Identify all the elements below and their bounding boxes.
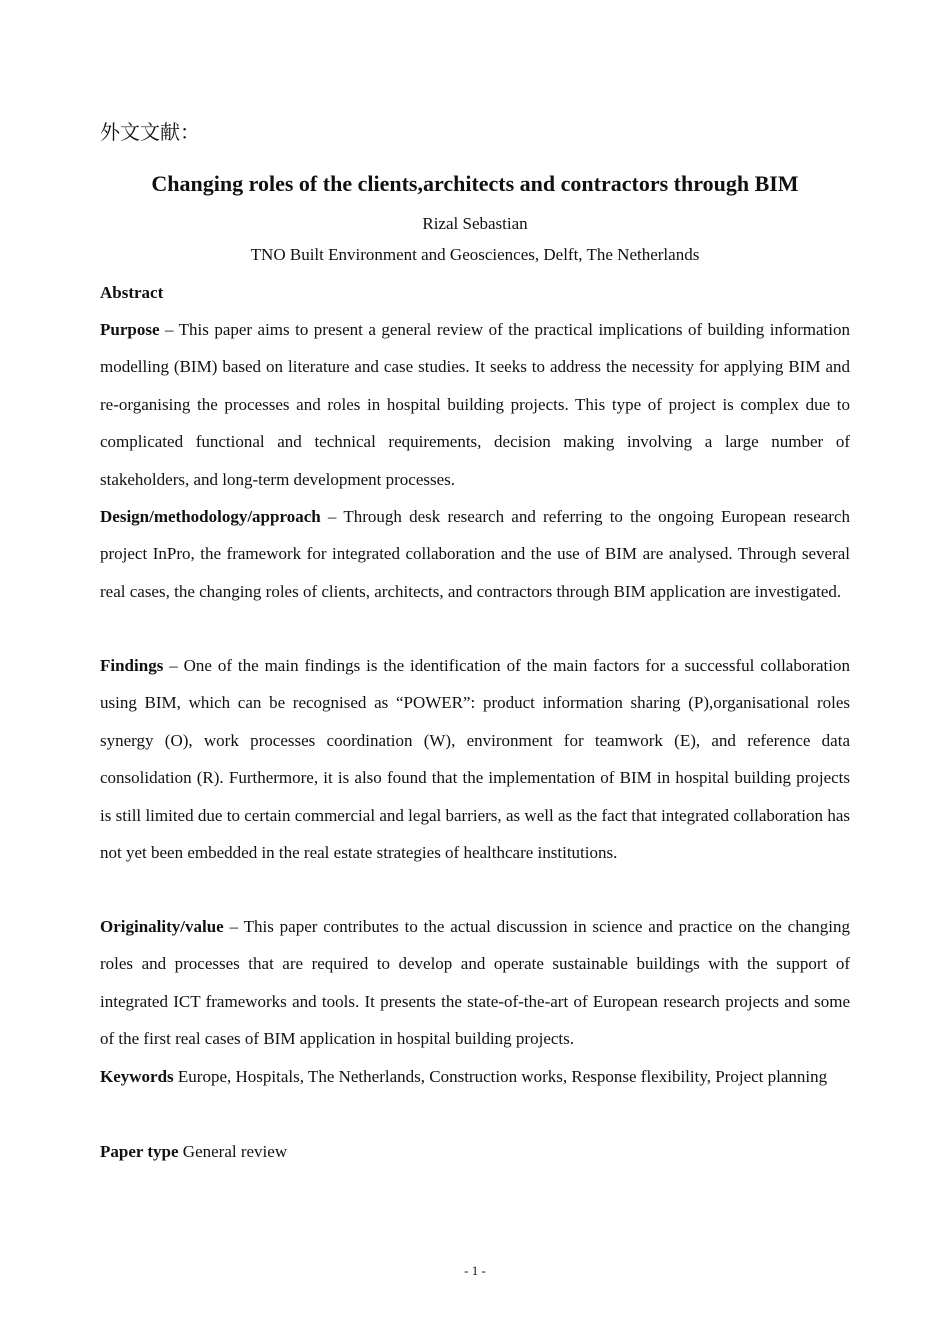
findings-label: Findings: [100, 656, 164, 675]
keywords-paragraph: [100, 1058, 850, 1095]
keywords-label: Keywords: [100, 1067, 174, 1086]
keywords-text: Europe, Hospitals, The Netherlands, Construction works, Response flexibility, Project planning: [173, 1067, 828, 1086]
design-label: Design/methodology/approach: [100, 507, 321, 526]
paper-title: Changing roles of the clients,architects and contractors through BIM: [151, 171, 799, 196]
paper-type-paragraph: [100, 1133, 850, 1170]
findings-paragraph: [100, 647, 850, 871]
originality-label: Originality/value: [100, 917, 224, 936]
author-name: Rizal Sebastian: [422, 214, 528, 233]
findings-text: – One of the main findings is the identification of the main factors for a successful collaboration using BIM, which can be recognised as “POWER”: product information sharing (P),organisational roles synergy (O), work processes coordination (W), environment for teamwork (E), and reference data consolidation (R). Furthermore, it is also found that the implementation of BIM in hospital building projects is still limited due to certain commercial and legal barriers, as well as the fact that integrated collaboration has not yet been embedded in the real estate strategies of healthcare institutions.: [100, 656, 850, 863]
abstract-heading: Abstract: [100, 283, 164, 302]
paper-type-label: Paper type: [100, 1142, 179, 1161]
paper-type-text: General review: [178, 1142, 288, 1161]
page-number: - 1 -: [464, 1263, 486, 1278]
section-label: 外文文献：: [100, 120, 200, 144]
purpose-paragraph: [100, 311, 850, 498]
design-paragraph: [100, 498, 850, 610]
purpose-label: Purpose: [100, 320, 160, 339]
originality-text: – This paper contributes to the actual discussion in science and practice on the changing roles and processes that are required to develop and operate sustainable buildings with the support of integrated ICT frameworks and tools. It presents the state-of-the-art of European research projects and some of the first real cases of BIM application in hospital building projects.: [100, 917, 850, 1049]
author-affiliation: TNO Built Environment and Geosciences, Delft, The Netherlands: [250, 245, 700, 264]
design-text: – Through desk research and referring to the ongoing European research project InPro, the framework for integrated collaboration and the use of BIM are analysed. Through several real cases, the changing roles of clients, architects, and contractors through BIM application are investigated.: [100, 507, 850, 601]
originality-paragraph: [100, 908, 850, 1058]
purpose-text: – This paper aims to present a general review of the practical implications of building information modelling (BIM) based on literature and case studies. It seeks to address the necessity for applying BIM and re-organising the processes and roles in hospital building projects. This type of project is complex due to complicated functional and technical requirements, decision making involving a large number of stakeholders, and long-term development processes.: [100, 320, 850, 489]
